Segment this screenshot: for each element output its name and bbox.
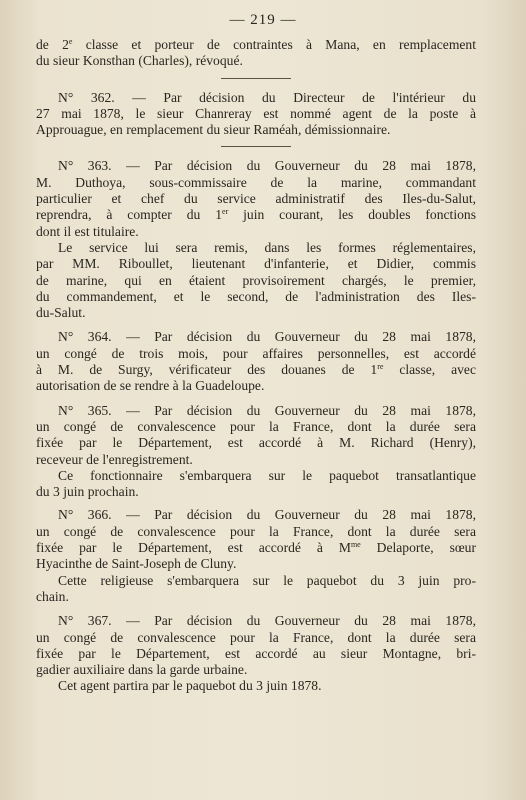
separator-rule bbox=[221, 146, 291, 147]
text-line: de marine, qui en étaient provisoirement chargés, le premier, bbox=[36, 272, 476, 288]
paragraph-gap bbox=[36, 605, 476, 613]
text-line: N° 367. — Par décision du Gouverneur du 28 mai 1878, bbox=[58, 613, 476, 629]
text-line: N° 363. — Par décision du Gouverneur du 28 mai 1878, bbox=[58, 158, 476, 174]
text-line: du sieur Konsthan (Charles), révoqué. bbox=[36, 53, 243, 69]
text-line: N° 362. — Par décision du Directeur de l'intérieur du bbox=[58, 89, 476, 105]
text-line: 27 mai 1878, le sieur Chanreray est nommé agent de la poste à bbox=[36, 105, 476, 121]
text-line: N° 366. — Par décision du Gouverneur du 28 mai 1878, bbox=[58, 507, 476, 523]
text-line: par MM. Riboullet, lieutenant d'infanterie, et Didier, commis bbox=[36, 256, 476, 272]
text-line: Approuague, en remplacement du sieur Raméah, démissionnaire. bbox=[36, 122, 391, 138]
separator-rule bbox=[221, 78, 291, 79]
text-line: fixée par le Département, est accordé à M. Richard (Henry), bbox=[36, 435, 476, 451]
text-line: Cette religieuse s'embarquera sur le paquebot du 3 juin pro- bbox=[58, 572, 476, 588]
paragraph-gap bbox=[36, 500, 476, 507]
text-line: Hyacinthe de Saint-Joseph de Cluny. bbox=[36, 556, 237, 572]
text-line: un congé de convalescence pour la France, dont la durée sera bbox=[36, 418, 476, 434]
entry-367 bbox=[36, 613, 476, 694]
text-line: Cet agent partira par le paquebot du 3 juin 1878. bbox=[58, 678, 322, 694]
text-line: gadier auxiliaire dans la garde urbaine. bbox=[36, 662, 248, 678]
text-line: un congé de convalescence pour la France, dont la durée sera bbox=[36, 523, 476, 539]
text-line: chain. bbox=[36, 588, 69, 604]
text-line: un congé de trois mois, pour affaires personnelles, est accordé bbox=[36, 345, 476, 361]
entry-363 bbox=[36, 158, 476, 321]
text-line: du commandement, et le second, de l'administration des Iles- bbox=[36, 288, 476, 304]
text-line: du 3 juin prochain. bbox=[36, 484, 139, 500]
text-line: particulier et chef du service administratif des Iles-du-Salut, bbox=[36, 191, 476, 207]
entry-364 bbox=[36, 329, 476, 394]
text-line: à M. de Surgy, vérificateur des douanes de 1re classe, avec bbox=[36, 362, 476, 378]
text-line: M. Duthoya, sous-commissaire de la marine, commandant bbox=[36, 174, 476, 190]
text-line: un congé de convalescence pour la France, dont la durée sera bbox=[36, 629, 476, 645]
page-number: — 219 — bbox=[229, 12, 297, 28]
text-line: de 2e classe et porteur de contraintes à Mana, en remplacement bbox=[36, 37, 476, 52]
text-line: Le service lui sera remis, dans les formes réglementaires, bbox=[58, 239, 476, 255]
entry-366 bbox=[36, 507, 476, 605]
text-line: reprendra, à compter du 1er juin courant, les doubles fonctions bbox=[36, 207, 476, 223]
text-line: N° 365. — Par décision du Gouverneur du 28 mai 1878, bbox=[58, 402, 476, 418]
text-line: fixée par le Département, est accordé au sieur Montagne, bri- bbox=[36, 645, 476, 661]
text-line: Ce fonctionnaire s'embarquera sur le paquebot transatlantique bbox=[58, 467, 476, 483]
text-line: N° 364. — Par décision du Gouverneur du 28 mai 1878, bbox=[58, 329, 476, 345]
page-content bbox=[36, 37, 476, 695]
text-line: fixée par le Département, est accordé à $M^{me}$ Delaporte, sœur bbox=[36, 540, 477, 556]
entry-362 bbox=[36, 90, 476, 139]
paragraph-gap bbox=[36, 321, 476, 329]
text-line: autorisation de se rendre à la Guadeloupe. bbox=[36, 378, 265, 394]
entry-continuation bbox=[36, 37, 476, 70]
text-line: du-Salut. bbox=[36, 305, 86, 321]
text-line: receveur de l'enregistrement. bbox=[36, 451, 193, 467]
entry-365 bbox=[36, 403, 476, 501]
paragraph-gap bbox=[36, 395, 476, 403]
text-line: dont il est titulaire. bbox=[36, 223, 139, 239]
